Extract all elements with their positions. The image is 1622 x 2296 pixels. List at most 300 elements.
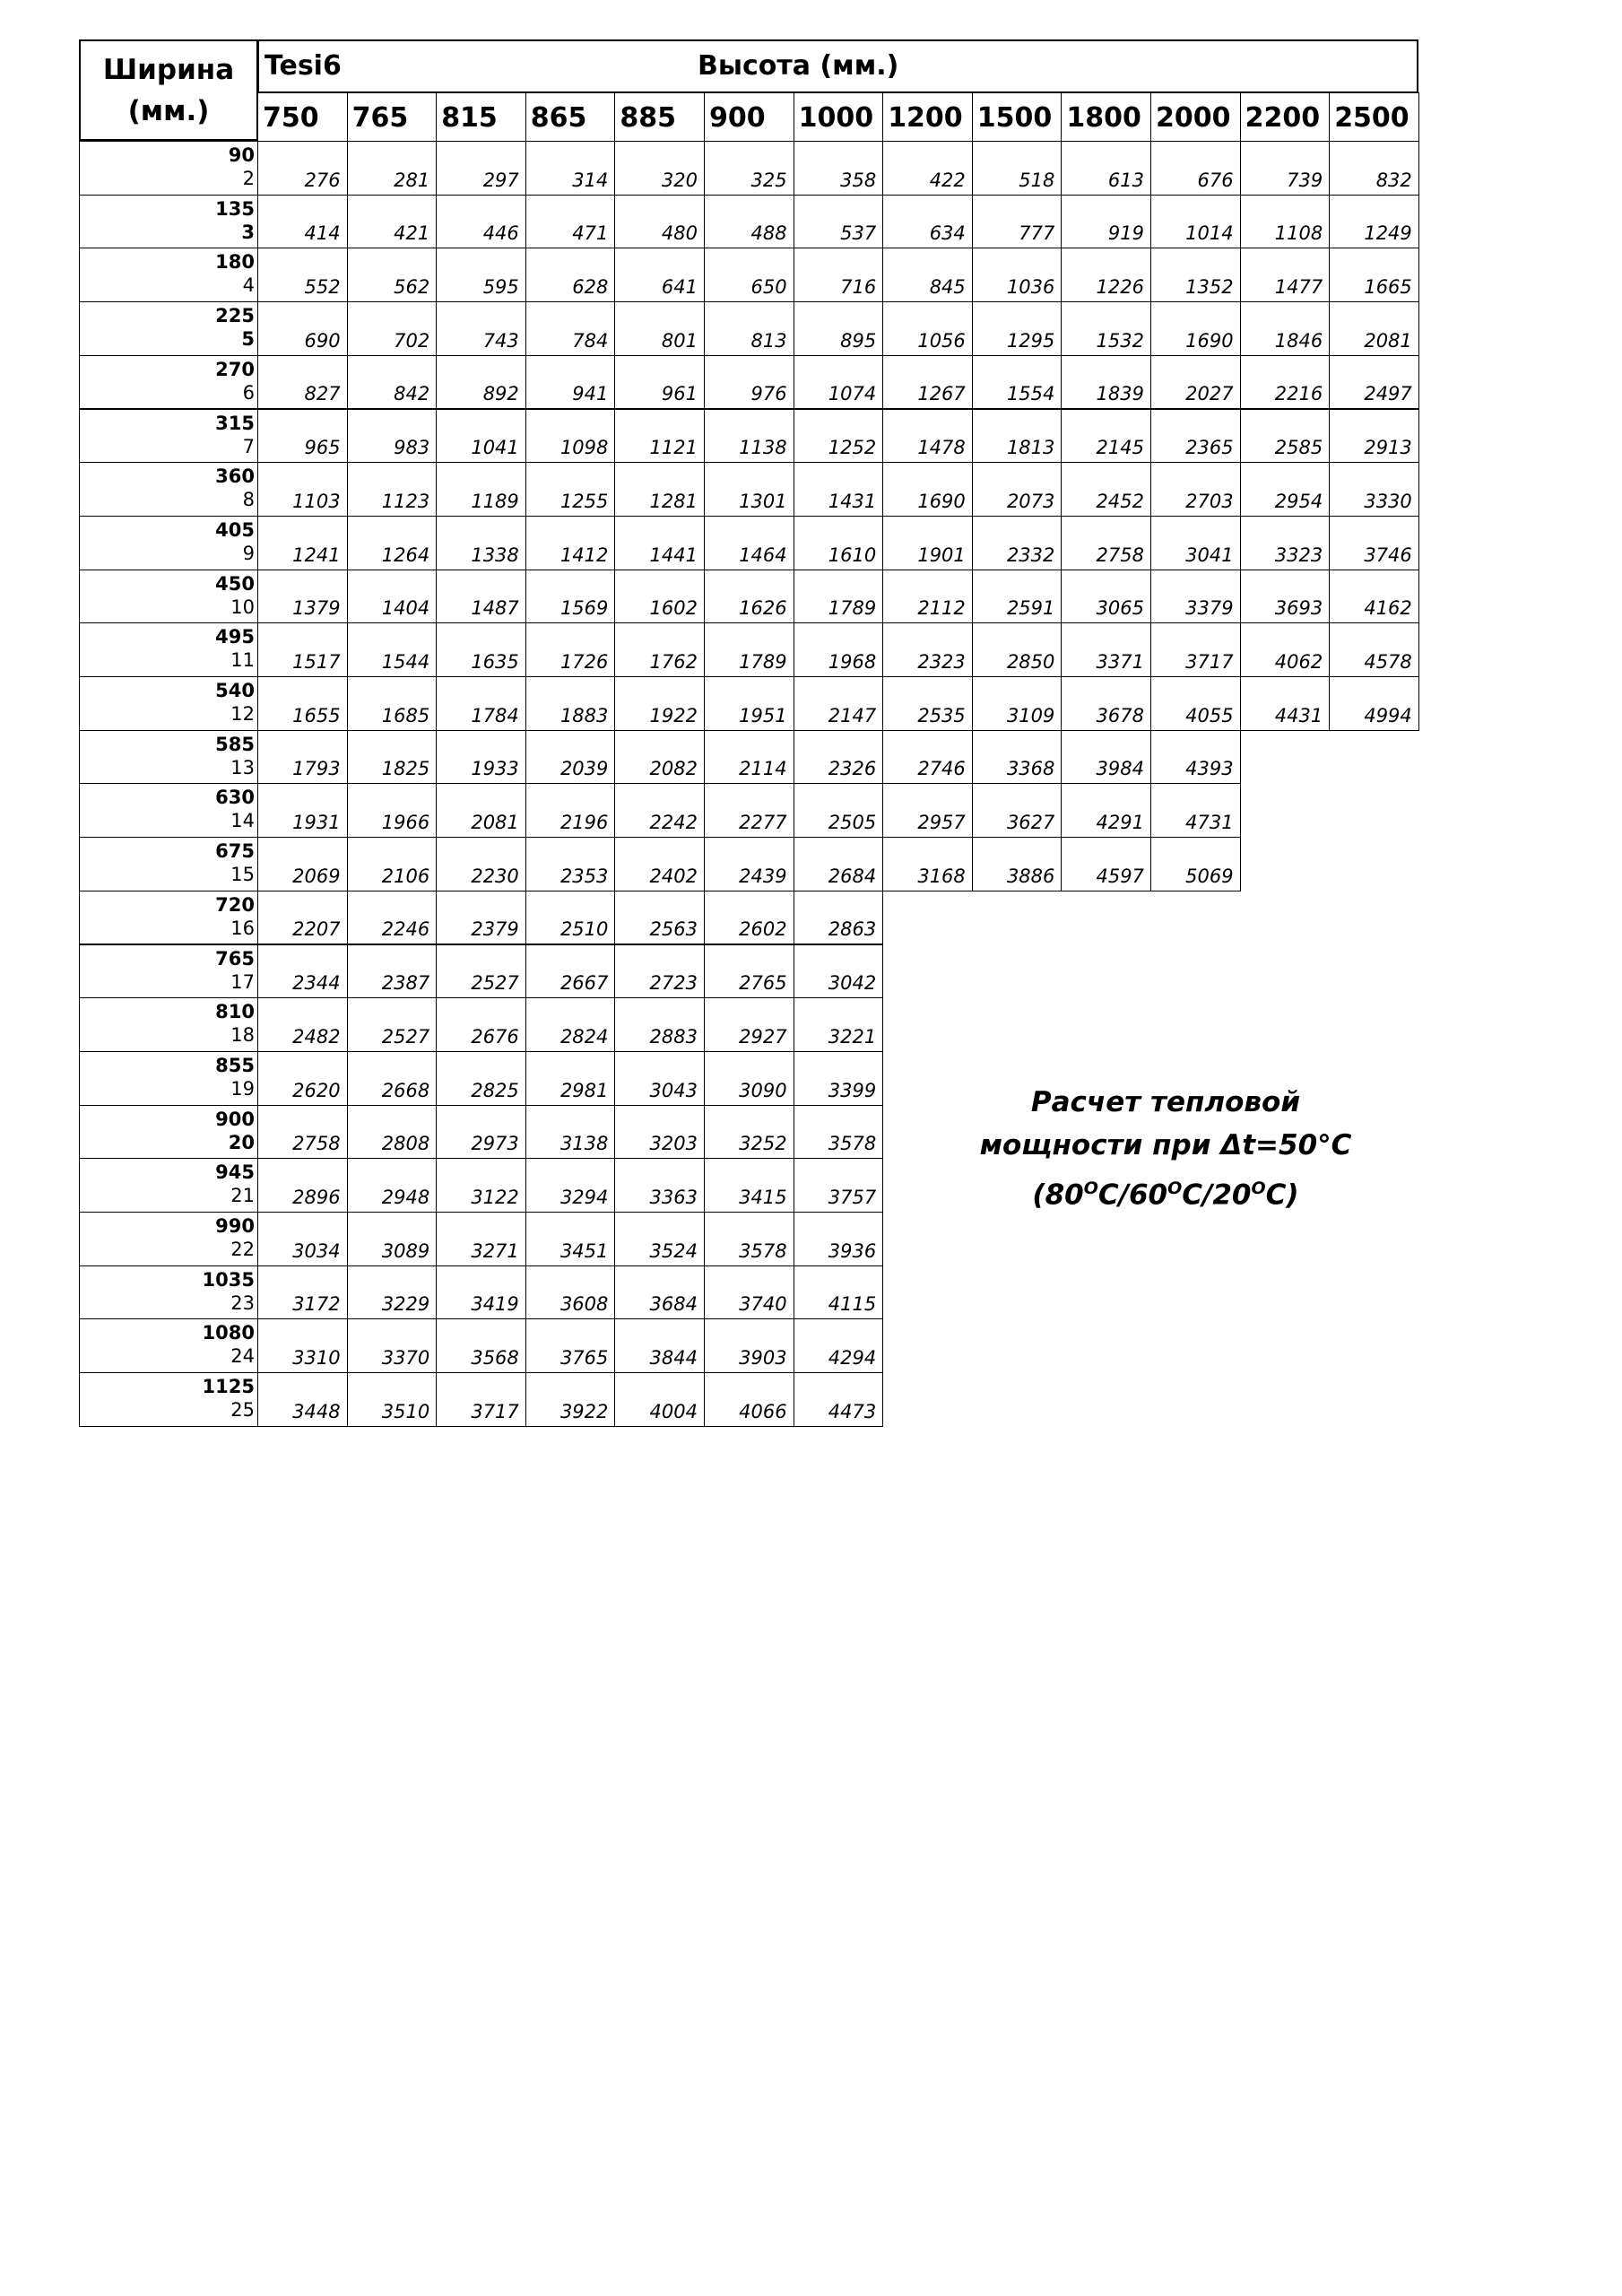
table-cell: 3524 <box>614 1212 705 1266</box>
row-width: 765 <box>215 947 255 970</box>
table-cell: 845 <box>882 248 973 302</box>
row-header <box>79 355 259 410</box>
table-cell: 3903 <box>704 1318 794 1373</box>
row-width: 585 <box>215 733 255 755</box>
table-cell: 2973 <box>436 1105 526 1160</box>
table-cell: 3578 <box>704 1212 794 1266</box>
table-cell: 1108 <box>1240 195 1331 249</box>
table-cell: 1610 <box>794 516 884 570</box>
table-cell: 320 <box>614 141 705 196</box>
table-cell: 1813 <box>972 409 1063 464</box>
table-cell: 2497 <box>1329 355 1419 410</box>
table-cell: 2387 <box>347 944 438 999</box>
table-cell: 3229 <box>347 1265 438 1320</box>
table-cell: 3451 <box>525 1212 616 1266</box>
table-cell: 2196 <box>525 783 616 838</box>
table-cell: 1901 <box>882 516 973 570</box>
table-cell: 3203 <box>614 1105 705 1160</box>
row-width: 270 <box>215 358 255 380</box>
table-cell: 2452 <box>1061 462 1151 517</box>
table-cell: 297 <box>436 141 526 196</box>
table-cell: 3568 <box>436 1318 526 1373</box>
table-cell: 1569 <box>525 570 616 624</box>
table-cell: 2505 <box>794 783 884 838</box>
table-cell: 3510 <box>347 1372 438 1427</box>
table-cell: 1517 <box>257 622 348 677</box>
table-cell: 1241 <box>257 516 348 570</box>
table-cell: 2230 <box>436 837 526 891</box>
table-cell: 3042 <box>794 944 884 999</box>
table-cell: 3678 <box>1061 676 1151 731</box>
table-cell: 4115 <box>794 1265 884 1320</box>
table-cell: 3627 <box>972 783 1063 838</box>
table-cell: 5069 <box>1150 837 1241 891</box>
table-cell: 1789 <box>794 570 884 624</box>
table-cell: 1014 <box>1150 195 1241 249</box>
table-cell: 3415 <box>704 1158 794 1213</box>
table-cell: 1041 <box>436 409 526 464</box>
table-cell: 3922 <box>525 1372 616 1427</box>
table-cell: 480 <box>614 195 705 249</box>
height-column-header: 1800 <box>1061 92 1151 143</box>
height-column-header: 815 <box>436 92 526 143</box>
row-width: 990 <box>215 1215 255 1237</box>
row-width: 1125 <box>202 1376 255 1398</box>
row-width: 675 <box>215 840 255 863</box>
brand-label: Tesi6 <box>265 50 342 82</box>
table-cell: 1036 <box>972 248 1063 302</box>
table-cell: 414 <box>257 195 348 249</box>
table-cell: 4004 <box>614 1372 705 1427</box>
table-cell: 1784 <box>436 676 526 731</box>
table-cell: 1249 <box>1329 195 1419 249</box>
table-cell: 2246 <box>347 891 438 945</box>
row-header <box>79 1372 259 1427</box>
table-cell: 1477 <box>1240 248 1331 302</box>
table-cell: 1966 <box>347 783 438 838</box>
row-width: 225 <box>215 305 255 327</box>
table-cell: 3693 <box>1240 570 1331 624</box>
table-cell: 2353 <box>525 837 616 891</box>
row-width: 405 <box>215 518 255 541</box>
table-cell: 2863 <box>794 891 884 945</box>
row-header <box>79 248 259 302</box>
table-cell: 2535 <box>882 676 973 731</box>
height-label: Высота (мм.) <box>698 50 899 82</box>
row-width: 90 <box>228 144 255 166</box>
table-cell: 421 <box>347 195 438 249</box>
table-cell: 358 <box>794 141 884 196</box>
table-cell: 3717 <box>436 1372 526 1427</box>
table-cell: 3746 <box>1329 516 1419 570</box>
row-sections: 9 <box>242 542 255 564</box>
row-header <box>79 462 259 517</box>
row-header <box>79 944 259 999</box>
row-sections: 3 <box>241 221 255 243</box>
table-cell: 3168 <box>882 837 973 891</box>
table-cell: 1655 <box>257 676 348 731</box>
row-width: 450 <box>215 572 255 595</box>
table-cell: 2365 <box>1150 409 1241 464</box>
table-cell: 3740 <box>704 1265 794 1320</box>
row-header <box>79 516 259 570</box>
table-cell: 1690 <box>1150 301 1241 356</box>
row-width: 540 <box>215 680 255 701</box>
row-width: 810 <box>215 1001 255 1023</box>
table-cell: 3323 <box>1240 516 1331 570</box>
table-cell: 3041 <box>1150 516 1241 570</box>
table-cell: 842 <box>347 355 438 410</box>
row-sections: 14 <box>230 810 255 832</box>
table-cell: 690 <box>257 301 348 356</box>
table-cell: 1295 <box>972 301 1063 356</box>
table-cell: 1056 <box>882 301 973 356</box>
table-cell: 1793 <box>257 730 348 785</box>
row-header <box>79 622 259 677</box>
table-cell: 422 <box>882 141 973 196</box>
table-cell: 1951 <box>704 676 794 731</box>
table-cell: 895 <box>794 301 884 356</box>
table-cell: 1626 <box>704 570 794 624</box>
table-cell: 1267 <box>882 355 973 410</box>
table-cell: 2620 <box>257 1051 348 1106</box>
table-cell: 813 <box>704 301 794 356</box>
table-cell: 3122 <box>436 1158 526 1213</box>
table-cell: 1412 <box>525 516 616 570</box>
table-cell: 2069 <box>257 837 348 891</box>
table-cell: 1098 <box>525 409 616 464</box>
table-cell: 1487 <box>436 570 526 624</box>
table-cell: 2850 <box>972 622 1063 677</box>
table-cell: 739 <box>1240 141 1331 196</box>
table-cell: 2027 <box>1150 355 1241 410</box>
row-sections: 25 <box>230 1399 255 1422</box>
table-cell: 2758 <box>1061 516 1151 570</box>
table-cell: 1379 <box>257 570 348 624</box>
table-cell: 2379 <box>436 891 526 945</box>
table-cell: 3271 <box>436 1212 526 1266</box>
table-cell: 2039 <box>525 730 616 785</box>
table-cell: 3984 <box>1061 730 1151 785</box>
table-cell: 2758 <box>257 1105 348 1160</box>
table-cell: 3448 <box>257 1372 348 1427</box>
table-cell: 832 <box>1329 141 1419 196</box>
table-cell: 650 <box>704 248 794 302</box>
row-sections: 20 <box>228 1131 255 1153</box>
row-header <box>79 1158 259 1213</box>
note-line3: $(80^OC/60^OC/20^OC)$ <box>1032 1178 1299 1212</box>
table-cell: 3294 <box>525 1158 616 1213</box>
table-cell: 2527 <box>436 944 526 999</box>
height-column-header: 2000 <box>1150 92 1241 143</box>
table-cell: 1933 <box>436 730 526 785</box>
table-cell: 1138 <box>704 409 794 464</box>
table-cell: 2332 <box>972 516 1063 570</box>
table-cell: 2927 <box>704 997 794 1052</box>
table-cell: 613 <box>1061 141 1151 196</box>
table-cell: 3310 <box>257 1318 348 1373</box>
table-cell: 2326 <box>794 730 884 785</box>
table-cell: 518 <box>972 141 1063 196</box>
row-sections: 22 <box>230 1239 255 1260</box>
table-cell: 777 <box>972 195 1063 249</box>
table-cell: 2913 <box>1329 409 1419 464</box>
table-cell: 1255 <box>525 462 616 517</box>
height-column-header: 1200 <box>882 92 973 143</box>
row-sections: 6 <box>242 381 255 404</box>
row-width: 135 <box>215 197 255 220</box>
table-cell: 537 <box>794 195 884 249</box>
table-cell: 1685 <box>347 676 438 731</box>
table-cell: 2703 <box>1150 462 1241 517</box>
row-width: 945 <box>215 1161 255 1184</box>
table-cell: 1252 <box>794 409 884 464</box>
table-cell: 2563 <box>614 891 705 945</box>
table-cell: 1352 <box>1150 248 1241 302</box>
table-cell: 2147 <box>794 676 884 731</box>
row-sections: 11 <box>230 649 255 672</box>
table-cell: 4431 <box>1240 676 1331 731</box>
table-cell: 1554 <box>972 355 1063 410</box>
table-cell: 1968 <box>794 622 884 677</box>
table-cell: 2114 <box>704 730 794 785</box>
table-cell: 2112 <box>882 570 973 624</box>
table-cell: 641 <box>614 248 705 302</box>
row-header <box>79 1265 259 1320</box>
row-header <box>79 837 259 891</box>
row-sections: 7 <box>242 435 255 457</box>
table-cell: 2439 <box>704 837 794 891</box>
table-cell: 3109 <box>972 676 1063 731</box>
table-cell: 2081 <box>436 783 526 838</box>
height-column-header: 885 <box>614 92 705 143</box>
table-cell: 4578 <box>1329 622 1419 677</box>
table-cell: 892 <box>436 355 526 410</box>
table-cell: 1189 <box>436 462 526 517</box>
table-cell: 4994 <box>1329 676 1419 731</box>
row-header <box>79 783 259 838</box>
table-cell: 2073 <box>972 462 1063 517</box>
row-header <box>79 1212 259 1266</box>
table-cell: 827 <box>257 355 348 410</box>
table-cell: 2216 <box>1240 355 1331 410</box>
table-cell: 3844 <box>614 1318 705 1373</box>
table-cell: 488 <box>704 195 794 249</box>
table-cell: 1301 <box>704 462 794 517</box>
table-cell: 4291 <box>1061 783 1151 838</box>
row-sections: 21 <box>230 1185 255 1207</box>
row-header <box>79 1318 259 1373</box>
row-header <box>79 301 259 356</box>
row-width: 720 <box>215 893 255 916</box>
table-cell: 2723 <box>614 944 705 999</box>
table-cell: 716 <box>794 248 884 302</box>
table-cell: 2668 <box>347 1051 438 1106</box>
table-cell: 471 <box>525 195 616 249</box>
table-cell: 976 <box>704 355 794 410</box>
table-cell: 3578 <box>794 1105 884 1160</box>
height-column-header: 1000 <box>794 92 884 143</box>
row-header <box>79 409 259 464</box>
table-cell: 2808 <box>347 1105 438 1160</box>
table-cell: 4062 <box>1240 622 1331 677</box>
table-cell: 1103 <box>257 462 348 517</box>
table-cell: 2081 <box>1329 301 1419 356</box>
table-cell: 1665 <box>1329 248 1419 302</box>
table-cell: 1789 <box>704 622 794 677</box>
table-cell: 2746 <box>882 730 973 785</box>
table-cell: 2145 <box>1061 409 1151 464</box>
table-cell: 1123 <box>347 462 438 517</box>
row-sections: 2 <box>242 168 255 189</box>
table-cell: 4066 <box>704 1372 794 1427</box>
table-cell: 3043 <box>614 1051 705 1106</box>
row-width: 1035 <box>202 1268 255 1291</box>
table-cell: 2684 <box>794 837 884 891</box>
table-cell: 3399 <box>794 1051 884 1106</box>
table-cell: 1762 <box>614 622 705 677</box>
table-cell: 2948 <box>347 1158 438 1213</box>
table-cell: 4055 <box>1150 676 1241 731</box>
table-cell: 941 <box>525 355 616 410</box>
height-column-header: 2500 <box>1329 92 1419 143</box>
note-line1: Расчет тепловой <box>1030 1086 1301 1118</box>
table-cell: 3371 <box>1061 622 1151 677</box>
width-header-line1: Ширина <box>102 53 235 86</box>
table-cell: 1441 <box>614 516 705 570</box>
row-sections: 4 <box>242 274 255 297</box>
table-cell: 2207 <box>257 891 348 945</box>
row-header <box>79 570 259 624</box>
table-cell: 4393 <box>1150 730 1241 785</box>
table-cell: 628 <box>525 248 616 302</box>
table-cell: 634 <box>882 195 973 249</box>
table-cell: 3608 <box>525 1265 616 1320</box>
row-sections: 13 <box>230 756 255 778</box>
table-cell: 1478 <box>882 409 973 464</box>
table-cell: 2602 <box>704 891 794 945</box>
table-cell: 702 <box>347 301 438 356</box>
height-column-header: 865 <box>525 92 616 143</box>
height-column-header: 2200 <box>1240 92 1331 143</box>
table-cell: 3090 <box>704 1051 794 1106</box>
row-sections: 23 <box>230 1292 255 1314</box>
row-width: 180 <box>215 251 255 274</box>
table-cell: 2510 <box>525 891 616 945</box>
height-header <box>257 39 1418 93</box>
table-cell: 1635 <box>436 622 526 677</box>
table-cell: 3936 <box>794 1212 884 1266</box>
table-cell: 961 <box>614 355 705 410</box>
row-width: 1080 <box>202 1322 255 1344</box>
height-column-header: 900 <box>704 92 794 143</box>
table-cell: 4162 <box>1329 570 1419 624</box>
table-cell: 676 <box>1150 141 1241 196</box>
table-cell: 2883 <box>614 997 705 1052</box>
table-cell: 1846 <box>1240 301 1331 356</box>
row-sections: 16 <box>230 917 255 939</box>
table-cell: 1226 <box>1061 248 1151 302</box>
row-width: 855 <box>215 1054 255 1076</box>
calculation-note <box>950 1081 1381 1216</box>
table-cell: 1726 <box>525 622 616 677</box>
table-cell: 784 <box>525 301 616 356</box>
table-cell: 1690 <box>882 462 973 517</box>
row-sections: 24 <box>230 1345 255 1368</box>
table-cell: 2106 <box>347 837 438 891</box>
table-cell: 4473 <box>794 1372 884 1427</box>
table-cell: 1464 <box>704 516 794 570</box>
table-cell: 2896 <box>257 1158 348 1213</box>
table-cell: 2981 <box>525 1051 616 1106</box>
table-cell: 2591 <box>972 570 1063 624</box>
table-cell: 3370 <box>347 1318 438 1373</box>
table-cell: 1883 <box>525 676 616 731</box>
width-header <box>79 39 258 141</box>
table-cell: 2825 <box>436 1051 526 1106</box>
row-header <box>79 141 259 196</box>
row-width: 900 <box>215 1108 255 1130</box>
table-cell: 2676 <box>436 997 526 1052</box>
table-cell: 3419 <box>436 1265 526 1320</box>
height-column-header: 1500 <box>972 92 1063 143</box>
table-cell: 965 <box>257 409 348 464</box>
table-cell: 562 <box>347 248 438 302</box>
table-cell: 1281 <box>614 462 705 517</box>
table-cell: 1431 <box>794 462 884 517</box>
row-header <box>79 195 259 249</box>
table-cell: 3757 <box>794 1158 884 1213</box>
table-cell: 1922 <box>614 676 705 731</box>
row-header <box>79 1051 259 1106</box>
table-cell: 1264 <box>347 516 438 570</box>
table-cell: 801 <box>614 301 705 356</box>
row-sections: 5 <box>241 328 255 351</box>
row-width: 315 <box>215 412 255 434</box>
table-cell: 3717 <box>1150 622 1241 677</box>
table-cell: 3172 <box>257 1265 348 1320</box>
table-cell: 595 <box>436 248 526 302</box>
table-cell: 3330 <box>1329 462 1419 517</box>
table-cell: 3684 <box>614 1265 705 1320</box>
row-width: 495 <box>215 626 255 648</box>
table-cell: 1532 <box>1061 301 1151 356</box>
row-header <box>79 997 259 1052</box>
table-cell: 2482 <box>257 997 348 1052</box>
table-cell: 3379 <box>1150 570 1241 624</box>
table-cell: 3252 <box>704 1105 794 1160</box>
height-column-header: 765 <box>347 92 438 143</box>
table-cell: 552 <box>257 248 348 302</box>
width-header-line2: (мм.) <box>127 94 210 127</box>
table-cell: 4731 <box>1150 783 1241 838</box>
row-sections: 8 <box>242 489 255 511</box>
table-cell: 1825 <box>347 730 438 785</box>
table-cell: 2585 <box>1240 409 1331 464</box>
row-sections: 15 <box>230 864 255 886</box>
table-cell: 281 <box>347 141 438 196</box>
table-cell: 2277 <box>704 783 794 838</box>
table-cell: 3368 <box>972 730 1063 785</box>
table-cell: 3065 <box>1061 570 1151 624</box>
table-cell: 2954 <box>1240 462 1331 517</box>
row-sections: 10 <box>230 596 255 618</box>
table-cell: 743 <box>436 301 526 356</box>
table-cell: 1338 <box>436 516 526 570</box>
table-cell: 2765 <box>704 944 794 999</box>
table-cell: 2242 <box>614 783 705 838</box>
table-cell: 2667 <box>525 944 616 999</box>
